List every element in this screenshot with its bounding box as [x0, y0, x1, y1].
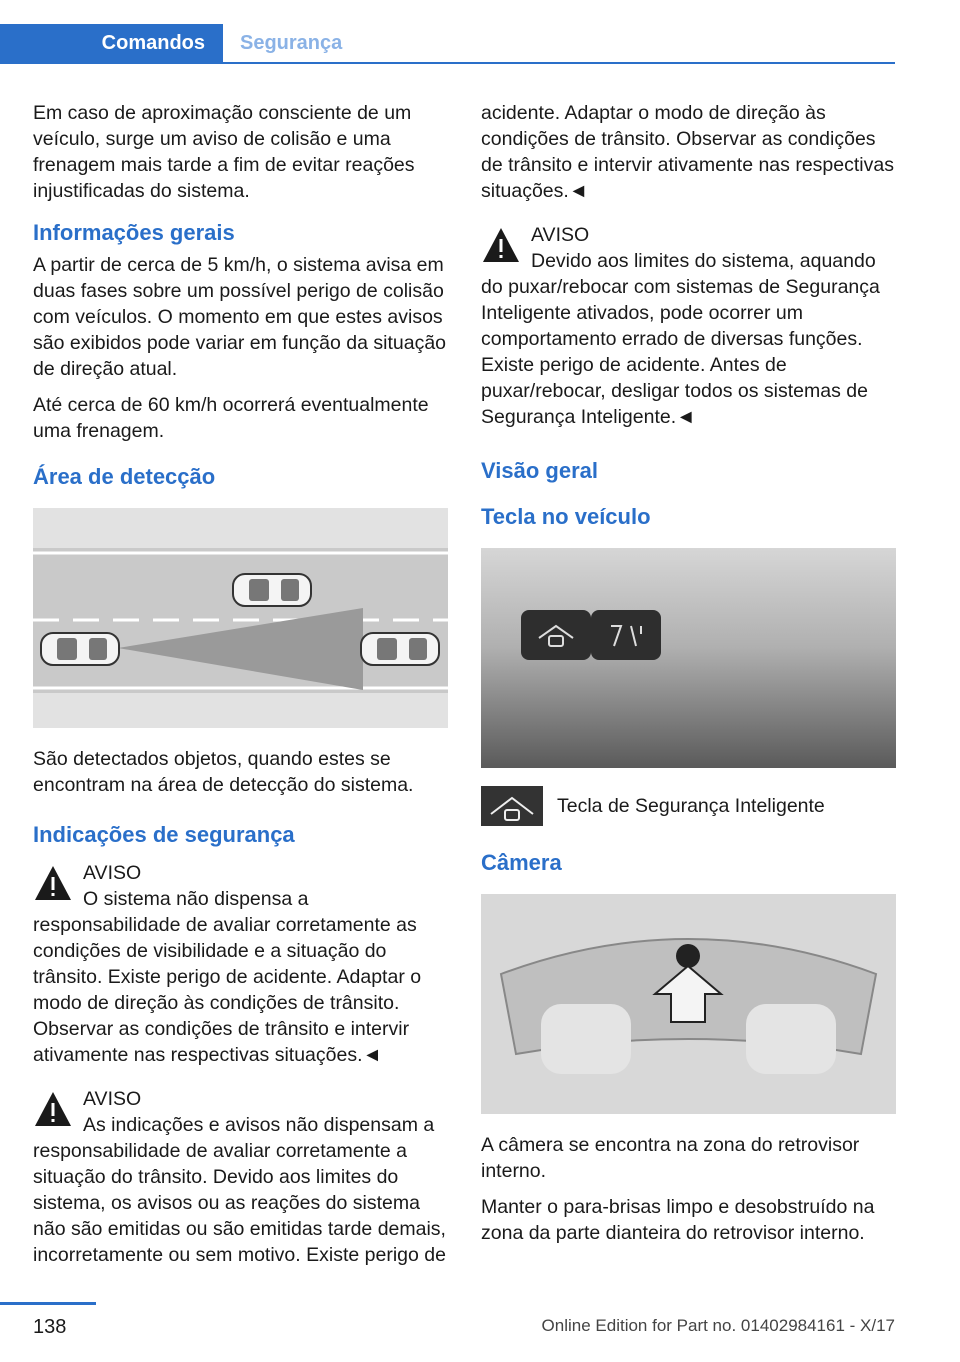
vehicle-button-photo [481, 548, 896, 768]
section-title-safety: Indicações de segurança [33, 822, 295, 847]
warning-triangle-icon [33, 864, 73, 902]
intro-paragraph: Em caso de aproximação consciente de um veículo, surge um aviso de colisão e uma frenagem mais tarde a fim de evitar reações injustificadas do sistema. [33, 102, 415, 202]
section-title-overview: Visão geral [481, 458, 598, 483]
page-number: 138 [33, 1316, 67, 1338]
section-title-camera: Câmera [481, 850, 562, 875]
section-title-general: Informações gerais [33, 220, 235, 245]
car-ahead-icon [233, 574, 311, 606]
camera-paragraph-1: A câmera se encontra na zona do retrovisor interno. [481, 1134, 860, 1182]
car-left-icon [41, 633, 119, 665]
detection-area-illustration [33, 508, 448, 728]
warning-3-title: AVISO [531, 224, 590, 246]
footer-accent-line [0, 1302, 96, 1305]
camera-location-photo [481, 894, 896, 1114]
warning-2-title: AVISO [83, 1088, 142, 1110]
warning-block-3 [481, 222, 896, 430]
general-paragraph-1: A partir de cerca de 5 km/h, o sistema avisa em duas fases sobre um possível perigo de colisão com veículos. O momento em que estes avisos são exibidos pode variar em função da situação de direção atual. [33, 254, 447, 380]
warning-2-text: As indicações e avisos não dispensam a responsabilidade de avaliar corretamente a situação do trânsito. Devido aos limites do sistema, os avisos ou as reações do sistema não são emitidas ou são emitidas tarde demais, incorretamente ou sem motivo. Existe perigo de [33, 1114, 446, 1266]
warning-triangle-icon [481, 226, 521, 264]
edition-label: Online Edition for Part no. 01402984161 - X/17 [541, 1316, 895, 1335]
warning-block-2 [33, 1086, 448, 1268]
chapter-tabs [0, 24, 895, 64]
general-paragraph-2: Até cerca de 60 km/h ocorrerá eventualmente uma frenagem. [33, 394, 429, 442]
left-column [33, 100, 448, 1286]
tab-seguranca[interactable]: Segurança [240, 31, 343, 54]
right-column [481, 100, 896, 1256]
car-own-icon [361, 633, 439, 665]
warning-triangle-icon [33, 1090, 73, 1128]
warning-1-title: AVISO [83, 862, 142, 884]
section-title-area: Área de detecção [33, 464, 216, 489]
section-title-button: Tecla no veículo [481, 504, 651, 529]
warning-1-text: O sistema não dispensa a responsabilidade de avaliar corretamente as condições de visibilidade e a situação do trânsito. Existe perigo de acidente. Adaptar o modo de direção às condições de trânsito. Observar as condições de trânsito e intervir ativamente nas respectivas situações.◄ [33, 888, 422, 1066]
button-caption-row [481, 786, 896, 826]
camera-paragraph-2: Manter o para-brisas limpo e desobstruído na zona da parte dianteira do retrovisor interno. [481, 1196, 875, 1244]
tab-comandos[interactable]: Comandos [0, 24, 223, 62]
area-paragraph: São detectados objetos, quando estes se encontram na área de detecção do sistema. [33, 748, 414, 796]
safety-button-icon [481, 786, 543, 826]
warning-block-1 [33, 860, 448, 1068]
button-caption: Tecla de Segurança Inteligente [557, 795, 825, 817]
warning-3-text: Devido aos limites do sistema, aquando do puxar/rebocar com sistemas de Segurança Inteligente ativados, pode ocorrer um comportamento errado de diversas funções. Existe perigo de acidente. Antes de puxar/rebocar, desligar todos os sistemas de Segurança Inteligente.◄ [481, 250, 880, 428]
continuation-paragraph: acidente. Adaptar o modo de direção às condições de trânsito. Observar as condições de trânsito e intervir ativamente nas respectivas situações.◄ [481, 102, 894, 202]
